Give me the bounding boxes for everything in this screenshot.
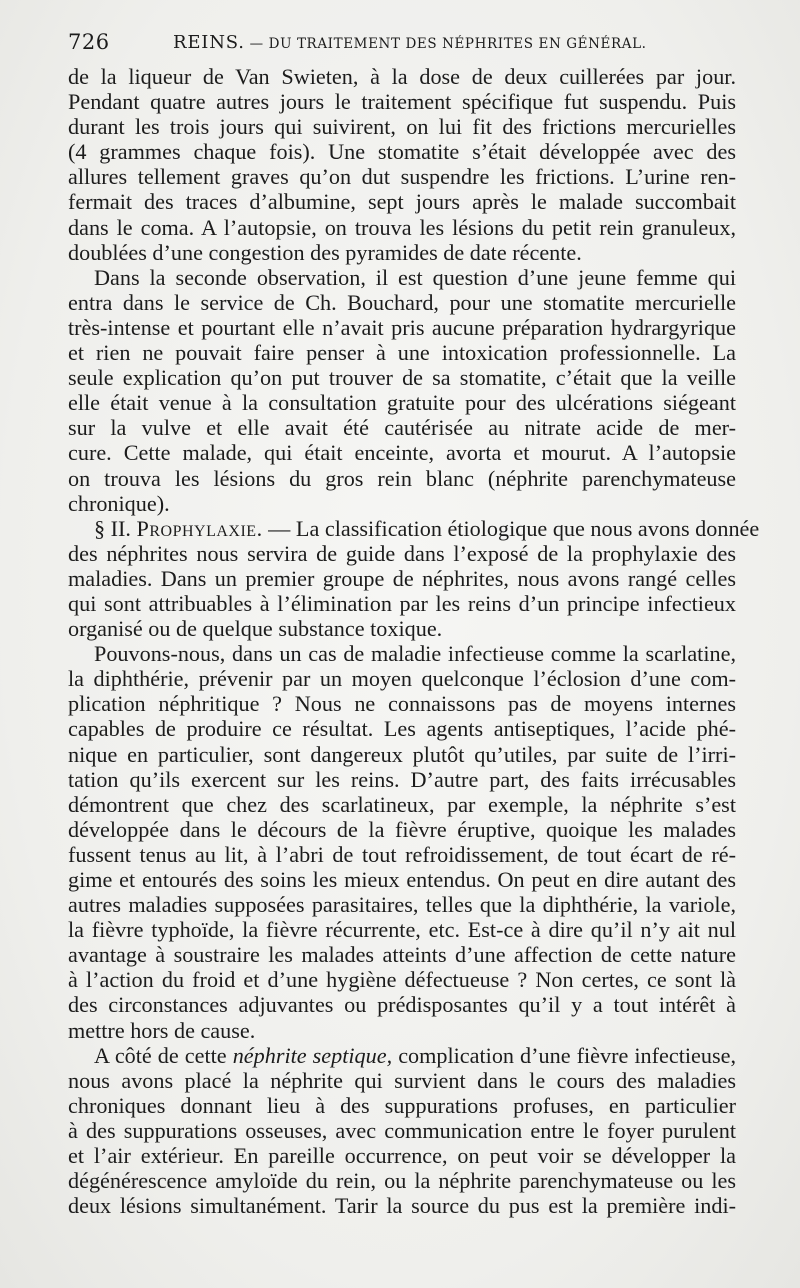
text-line: plication néphritique ? Nous ne connaissons pas de moyens internes: [68, 691, 736, 717]
text-line: démontrent que chez des scarlatineux, par exemple, la néphrite s’est: [68, 791, 736, 817]
text-line: avantage à soustraire les malades atteints d’une affection de cette nature: [68, 942, 736, 968]
text-line: Dans la seconde observation, il est question d’une jeune femme qui: [94, 264, 736, 290]
text-line: et rien ne pouvait faire penser à une intoxication professionnelle. La: [68, 340, 736, 366]
text-line: entra dans le service de Ch. Bouchard, pour une stomatite mercurielle: [68, 289, 736, 315]
text-line: Pendant quatre autres jours le traitement spécifique fut suspendu. Puis: [68, 89, 736, 115]
section-mark: § II.: [94, 515, 131, 541]
text-line: organisé ou de quelque substance toxique.: [68, 616, 443, 642]
text-line: (4 grammes chaque fois). Une stomatite s’était développée avec des: [68, 139, 736, 165]
text-line: tation qu’ils exercent sur les reins. D’autre part, des faits irrécusables: [68, 766, 736, 792]
text-line: à l’action du froid et d’une hygiène défectueuse ? Non certes, ce sont là: [68, 967, 736, 993]
text-line: chronique).: [68, 490, 170, 516]
text-line: fermait des traces d’albumine, sept jours après le malade succombait: [68, 189, 736, 215]
text-line: capables de produire ce résultat. Les agents antiseptiques, l’acide phé-: [68, 716, 736, 742]
text-line: à des suppurations osseuses, avec communication entre le foyer purulent: [68, 1117, 736, 1143]
text-line: et l’air extérieur. En pareille occurrence, on peut voir se développer la: [68, 1143, 736, 1169]
text-line: développée dans le décours de la fièvre éruptive, quoique les malades: [68, 816, 736, 842]
text-line: nique en particulier, sont dangereux plutôt qu’utiles, par suite de l’irri-: [68, 741, 736, 767]
text-line: mettre hors de cause.: [68, 1017, 256, 1043]
text-line: seule explication qu’on put trouver de sa stomatite, c’était que la veille: [68, 365, 736, 391]
section-heading-line: [68, 515, 760, 541]
text-line: Pouvons-nous, dans un cas de maladie infectieuse comme la scarlatine,: [94, 641, 736, 667]
section-title: Prophylaxie.: [136, 515, 263, 541]
text-line: sur la vulve et elle avait été cautérisée au nitrate acide de mer-: [68, 415, 736, 441]
text-line: dégénérescence amyloïde du rein, ou la néphrite parenchymateuse ou les: [68, 1168, 736, 1194]
page-header: [68, 30, 748, 60]
text-line: des néphrites nous servira de guide dans l’exposé de la prophylaxie des: [68, 540, 736, 566]
text-line: allures tellement graves qu’on dut suspendre les frictions. L’urine ren-: [68, 164, 736, 190]
page-number: 726: [68, 30, 110, 54]
text-line: cure. Cette malade, qui était enceinte, avorta et mourut. A l’autopsie: [68, 440, 736, 466]
italic-line-tail: complication d’une fièvre infectieuse,: [398, 1042, 736, 1068]
section-heading-rest: — La classification étiologique que nous avons donnée: [268, 515, 760, 541]
text-line: on trouva les lésions du gros rein blanc (néphrite parenchymateuse: [68, 465, 736, 491]
text-line: fussent tenus au lit, à l’abri de tout refroidissement, de tout écart de ré-: [68, 841, 736, 867]
text-line: doublées d’une congestion des pyramides de date récente.: [68, 239, 582, 265]
text-line: autres maladies supposées parasitaires, telles que la diphthérie, la variole,: [68, 892, 736, 918]
body-text: [68, 64, 760, 1219]
text-line: la fièvre typhoïde, la fièvre récurrente, etc. Est-ce à dire qu’il n’y ait nul: [68, 917, 736, 943]
text-line: maladies. Dans un premier groupe de néphrites, nous avons rangé celles: [68, 565, 736, 591]
running-head-rest: — DU TRAITEMENT DES NÉPHRITES EN GÉNÉRAL.: [249, 36, 647, 52]
text-line: dans le coma. A l’autopsie, on trouva les lésions du petit rein granuleux,: [68, 214, 736, 240]
text-line: très-intense et pourtant elle n’avait pris aucune préparation hydrargyrique: [68, 314, 736, 340]
italic-line-lead: A côté de cette: [94, 1042, 227, 1068]
italic-phrase-line: [68, 1043, 736, 1068]
text-line: chroniques donnant lieu à des suppurations profuses, en particulier: [68, 1092, 736, 1118]
italic-phrase: néphrite septique,: [232, 1042, 393, 1068]
text-line: de la liqueur de Van Swieten, à la dose de deux cuillerées par jour.: [68, 64, 736, 89]
text-line: la diphthérie, prévenir par un moyen quelconque l’éclosion d’une com-: [68, 666, 736, 692]
text-line: nous avons placé la néphrite qui survient dans le cours des maladies: [68, 1067, 736, 1093]
text-line: qui sont attribuables à l’élimination par les reins d’un principe infectieux: [68, 590, 736, 616]
text-line: des circonstances adjuvantes ou prédisposantes qu’il y a tout intérêt à: [68, 992, 736, 1018]
text-line: deux lésions simultanément. Tarir la source du pus est la première indi-: [68, 1193, 736, 1219]
text-line: durant les trois jours qui suivirent, on lui fit des frictions mercurielles: [68, 114, 736, 140]
text-line: elle était venue à la consultation gratuite pour des ulcérations siégeant: [68, 390, 736, 416]
text-line: gime et entourés des soins les mieux entendus. On peut en dire autant des: [68, 867, 736, 892]
running-head: [173, 32, 647, 53]
running-head-main: REINS.: [173, 32, 245, 53]
